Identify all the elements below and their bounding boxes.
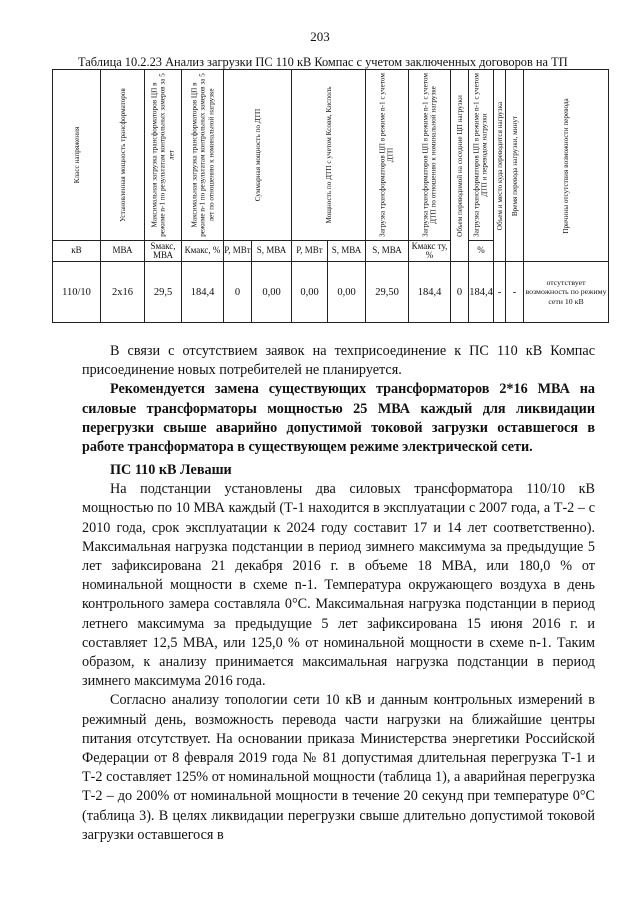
value-cell: 0 xyxy=(224,262,252,323)
unit-cell: S, МВА xyxy=(366,241,409,262)
unit-cell: Кмакс ту, % xyxy=(409,241,451,262)
table-row xyxy=(53,262,609,323)
header-text: Загрузка трансформаторов ЦП в режиме n-1 с учетом ДТП и переводом нагрузки xyxy=(472,73,489,237)
header-text: Максимальная загрузка трансформаторов ЦП в режиме n-1 по результатам контрольных замеров за 5 лет xyxy=(150,73,176,237)
unit-cell: P, МВт xyxy=(292,241,328,262)
header-cell xyxy=(409,70,451,241)
value-cell: 0 xyxy=(451,262,469,323)
value-cell: 0,00 xyxy=(328,262,366,323)
header-cell xyxy=(524,70,609,262)
header-cell xyxy=(101,70,145,241)
header-cell xyxy=(494,70,506,262)
header-cell xyxy=(451,70,469,262)
recommendation-paragraph: Рекомендуется замена существующих трансформаторов 2*16 МВА на силовые трансформаторы мощностью 25 МВА каждый для ликвидации перегрузки свыше аварийно допустимой токовой загрузки оставшегося в работе трансформатора в существующем режиме электрической сети. xyxy=(82,381,595,456)
header-cell xyxy=(145,70,182,241)
header-text: Установленная мощность трансформаторов xyxy=(118,88,127,222)
header-cell xyxy=(366,70,409,241)
unit-cell: S, МВА xyxy=(328,241,366,262)
header-text: Максимальная загрузка трансформаторов ЦП в режиме n-1 по результатам контрольных замеров за 5 лет по отношению к номинальной нагрузке xyxy=(189,73,215,237)
unit-cell: S, МВА xyxy=(252,241,292,262)
value-cell: - xyxy=(494,262,506,323)
load-analysis-table xyxy=(52,69,609,323)
header-cell xyxy=(506,70,524,262)
value-cell: 184,4 xyxy=(409,262,451,323)
header-text: Объем и место куда переводится нагрузка xyxy=(495,101,504,230)
value-cell: 0,00 xyxy=(292,262,328,323)
value-cell: 29,5 xyxy=(145,262,182,323)
value-cell: отсутствует возможность по режиму сети 10 кВ xyxy=(524,262,609,323)
table-header-row xyxy=(53,70,609,241)
paragraph: На подстанции установлены два силовых трансформатора 110/10 кВ мощностью по 10 МВА каждый (Т-1 находится в эксплуатации с 2007 года, а Т-2 – с 2010 года, срок эксплуатации к 2024 году составит 17 и 14 лет соответственно). Максимальная нагрузка подстанции в период зимнего максимума за предыдущие 5 лет зафиксирована 21 декабря 2016 г. в объеме 18 МВА, или 180,0 % от номинальной мощности в схеме n-1. Температура окружающего воздуха в день контрольного замера составляла 0°С. Максимальная нагрузка подстанции в период летнего максимума за предыдущие 5 лет зафиксирована 15 июня 2016 г. и составляет 12,5 МВА, или 125,0 % от номинальной мощности в схеме n-1. Таким образом, к анализу принимается максимальная нагрузка подстанции в период зимнего максимума 2016 года. xyxy=(82,481,595,690)
value-cell: 110/10 xyxy=(53,262,101,323)
value-cell: 184,4 xyxy=(182,262,224,323)
value-cell: 184,4 xyxy=(469,262,494,323)
header-cell xyxy=(469,70,494,241)
page-number: 203 xyxy=(310,29,330,44)
unit-cell: кВ xyxy=(53,241,101,262)
header-text: Объем переводимой на соседние ЦП нагрузки xyxy=(455,94,464,237)
header-text: Мощность по ДТП с учетом Ксовм, Кисполь xyxy=(324,86,333,224)
value-cell: 0,00 xyxy=(252,262,292,323)
value-cell: - xyxy=(506,262,524,323)
paragraph: Согласно анализу топологии сети 10 кВ и данным контрольных измерений в режимный день, возможность перевода части нагрузки на ближайшие центры питания отсутствует. На основании приказа Министерства энергетики Российской Федерации от 8 февраля 2019 года № 81 допустимая длительная перегрузка Т-1 и Т-2 составляет 125% от номинальной мощности (таблица 1), а аварийная перегрузка Т-2 – до 200% от номинальной мощности в течение 20 секунд при температуре 0°С (таблица 3). В целях ликвидации перегрузки свыше длительно допустимой токовой загрузки оставшегося в xyxy=(82,692,595,843)
header-text: Суммарная мощность по ДТП xyxy=(253,108,262,202)
table-caption: Таблица 10.2.23 Анализ загрузки ПС 110 кВ Компас с учетом заключенных договоров на ТП xyxy=(78,55,568,69)
text-block-compass xyxy=(82,342,595,457)
header-text: Время перевода нагрузки, минут xyxy=(510,115,519,216)
header-text: Загрузка трансформаторов ЦП в режиме n-1 с учетом ДТП по отношению к номинальной нагрузке xyxy=(421,73,438,237)
value-cell: 29,50 xyxy=(366,262,409,323)
unit-cell: МВА xyxy=(101,241,145,262)
header-text: Причины отсутствия возможности перевода xyxy=(561,97,570,234)
unit-cell: P, МВт xyxy=(224,241,252,262)
unit-cell: % xyxy=(469,241,494,262)
header-cell xyxy=(182,70,224,241)
header-cell xyxy=(292,70,366,241)
header-cell xyxy=(53,70,101,241)
paragraph: В связи с отсутствием заявок на техприсоединение к ПС 110 кВ Компас присоединение новых потребителей не планируется. xyxy=(82,343,595,379)
header-text: Класс напряжения xyxy=(72,126,81,184)
unit-cell: Кмакс, % xyxy=(182,241,224,262)
header-cell xyxy=(224,70,292,241)
section-title: ПС 110 кВ Леваши xyxy=(110,462,232,478)
text-block-levashi xyxy=(82,461,595,845)
unit-cell: Sмакс, МВА xyxy=(145,241,182,262)
header-text: Загрузка трансформаторов ЦП в режиме n-1 с учетом ДТП xyxy=(378,73,395,237)
value-cell: 2х16 xyxy=(101,262,145,323)
